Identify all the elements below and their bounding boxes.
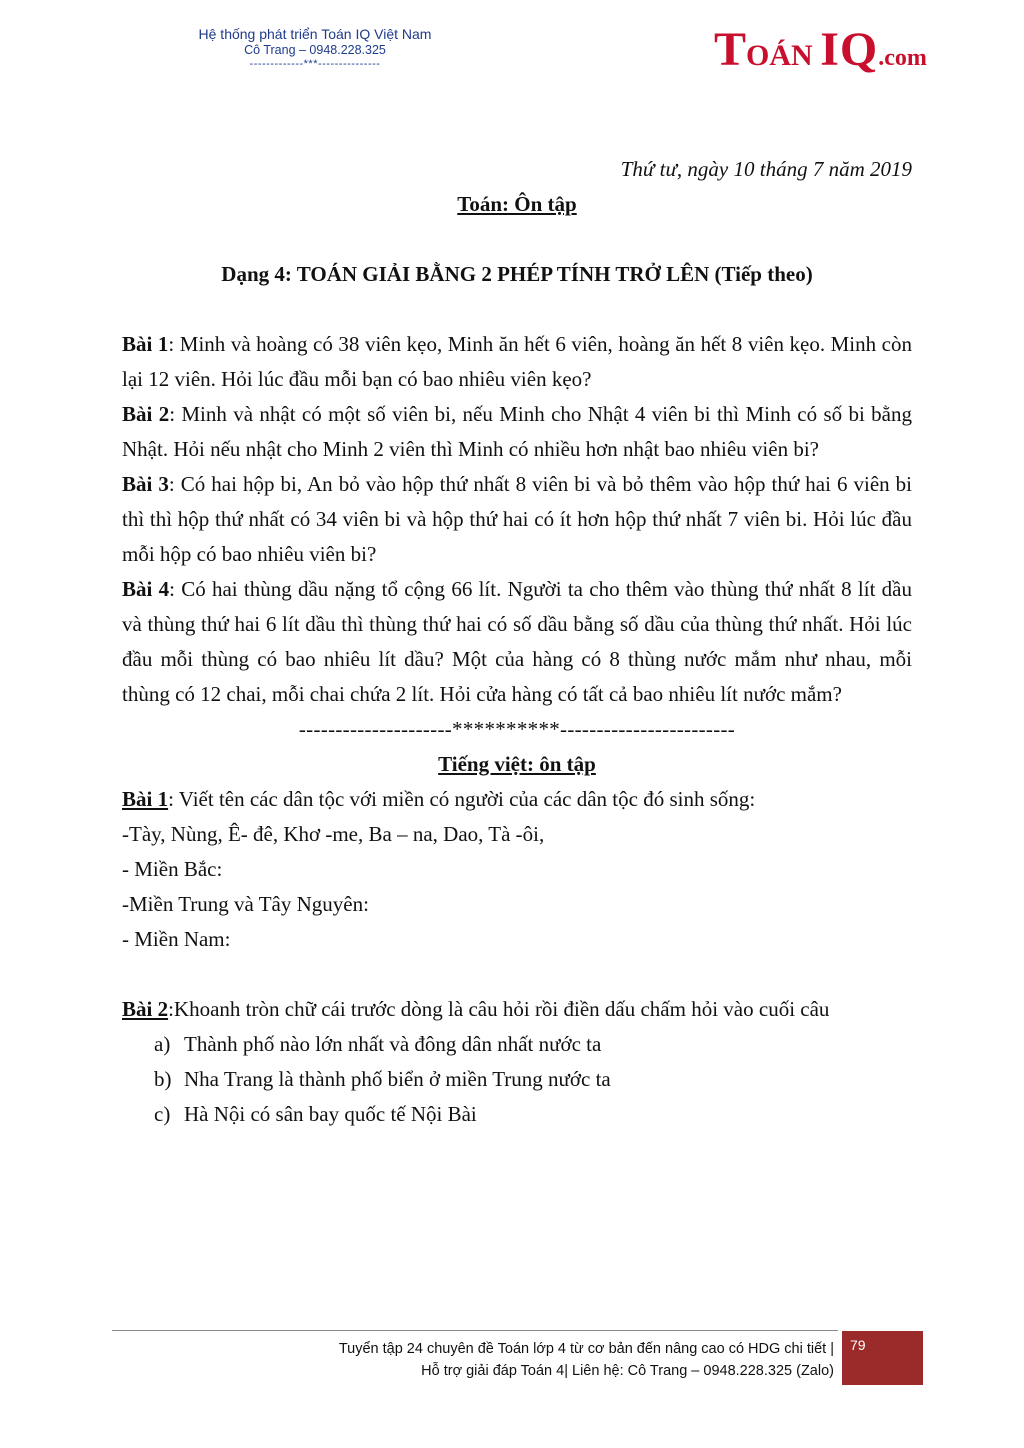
option-text: Hà Nội có sân bay quốc tế Nội Bài — [184, 1102, 477, 1126]
problem-label: Bài 1 — [122, 332, 169, 356]
math-problem — [122, 467, 912, 572]
footer-line-1: Tuyển tập 24 chuyên đề Toán lớp 4 từ cơ bản đến nâng cao có HDG chi tiết | — [338, 1341, 834, 1357]
math-problem — [122, 327, 912, 397]
problem-text: : Có hai thùng dầu nặng tổ cộng 66 lít. Người ta cho thêm vào thùng thứ nhất 8 lít dầu và thùng thứ hai 6 lít dầu thì thùng thứ hai có số dầu bằng số dầu của thùng thứ nhất. Hỏi lúc đầu mỗi thùng có bao nhiêu lít dầu? Một của hàng có 8 thùng nước mắm như nhau, mỗi thùng có 12 chai, mỗi chai chứa 2 lít. Hỏi cửa hàng có tất cả bao nhiêu lít nước mắm? — [122, 577, 913, 706]
header-org-name: Hệ thống phát triển Toán IQ Việt Nam — [198, 26, 432, 42]
exercise-text: : Viết tên các dân tộc với miền có người của các dân tộc đó sinh sống: — [168, 787, 756, 811]
option-text: Thành phố nào lớn nhất và đông dân nhất nước ta — [184, 1032, 602, 1056]
math-problem — [122, 572, 912, 712]
problem-text: : Có hai hộp bi, An bỏ vào hộp thứ nhất 8 viên bi và bỏ thêm vào hộp thứ hai 6 viên bi thì thì hộp thứ nhất có 34 viên bi và hộp thứ hai có ít hơn hộp thứ nhất 7 viên bi. Hỏi lúc đầu mỗi hộp có bao nhiêu viên bi? — [122, 472, 913, 566]
vietnamese-title: Tiếng việt: ôn tập — [438, 752, 596, 776]
problem-text: : Minh và nhật có một số viên bi, nếu Minh cho Nhật 4 viên bi thì Minh có số bi bằng Nhật. Hỏi nếu nhật cho Minh 2 viên thì Minh có nhiều hơn nhật bao nhiêu viên bi? — [122, 402, 912, 461]
page-number: 79 — [842, 1331, 923, 1385]
footer-rule — [112, 1330, 838, 1331]
problem-label: Bài 2 — [122, 402, 170, 426]
header-contact: Cô Trang – 0948.228.325 — [244, 43, 386, 57]
math-title: Toán: Ôn tập — [457, 192, 577, 216]
option-label: c) — [154, 1102, 171, 1126]
header-separator: -------------***--------------- — [249, 58, 381, 70]
option-item — [154, 1062, 912, 1097]
option-text: Nha Trang là thành phố biển ở miền Trung nước ta — [184, 1067, 611, 1091]
exercise-line: - Miền Nam: — [122, 927, 231, 951]
exercise-line: -Miền Trung và Tây Nguyên: — [122, 892, 369, 916]
math-heading: Dạng 4: TOÁN GIẢI BẰNG 2 PHÉP TÍNH TRỞ LÊN (Tiếp theo) — [221, 262, 813, 286]
exercise-text: :Khoanh tròn chữ cái trước dòng là câu hỏi rồi điền dấu chấm hỏi vào cuối câu — [168, 997, 830, 1021]
exercise-line: - Miền Bắc: — [122, 857, 223, 881]
problem-text: : Minh và hoàng có 38 viên kẹo, Minh ăn hết 6 viên, hoàng ăn hết 8 viên kẹo. Minh còn lại 12 viên. Hỏi lúc đầu mỗi bạn có bao nhiêu viên kẹo? — [122, 332, 912, 391]
problem-label: Bài 3 — [122, 472, 169, 496]
exercise-label: Bài 1 — [122, 787, 169, 811]
footer-text — [200, 1338, 834, 1382]
exercise-label: Bài 2 — [122, 997, 169, 1021]
date-line: Thứ tư, ngày 10 tháng 7 năm 2019 — [620, 157, 912, 181]
option-list — [122, 1027, 912, 1132]
footer-line-2: Hỗ trợ giải đáp Toán 4| Liên hệ: Cô Trang – 0948.228.325 (Zalo) — [421, 1363, 834, 1379]
option-item — [154, 1097, 912, 1132]
exercise-line: -Tày, Nùng, Ê- đê, Khơ -me, Ba – na, Dao, Tà -ôi, — [122, 822, 545, 846]
vietnamese-exercise-2 — [122, 992, 912, 1027]
toaniq-logo: TOÁN IQ.com — [714, 23, 927, 76]
option-item — [154, 1027, 912, 1062]
section-divider: ---------------------**********------------------------ — [298, 717, 736, 741]
header-org-block — [150, 26, 480, 71]
option-label: b) — [154, 1067, 172, 1091]
vietnamese-exercise-1 — [122, 782, 912, 817]
page-content — [122, 152, 912, 1132]
problem-label: Bài 4 — [122, 577, 170, 601]
option-label: a) — [154, 1032, 171, 1056]
math-problem — [122, 397, 912, 467]
